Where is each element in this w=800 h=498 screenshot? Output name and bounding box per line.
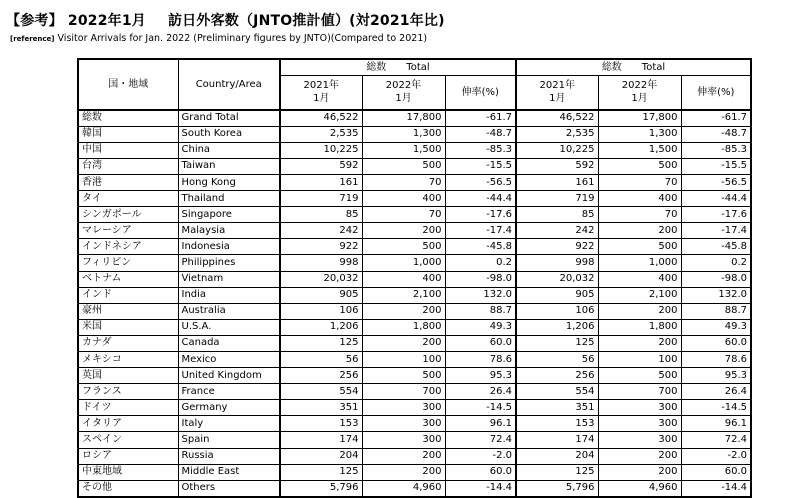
country-jp: 中東地域 xyxy=(78,464,178,480)
country-jp: タイ xyxy=(78,191,178,207)
header-group-1: 総数 Total xyxy=(280,59,516,76)
country-en: U.S.A. xyxy=(178,319,280,335)
value-2021: 10,225 xyxy=(516,142,598,158)
value-2022: 1,500 xyxy=(598,142,681,158)
table-row xyxy=(78,400,751,416)
value-2021: 998 xyxy=(280,255,362,271)
value-2021: 592 xyxy=(516,158,598,174)
growth-rate: -98.0 xyxy=(681,271,751,287)
header-2022: 2022年 1月 xyxy=(598,76,681,110)
growth-rate: -17.4 xyxy=(445,223,516,239)
header-2022: 2022年 1月 xyxy=(362,76,445,110)
value-2022: 300 xyxy=(362,416,445,432)
value-2021: 1,206 xyxy=(280,319,362,335)
country-jp: インドネシア xyxy=(78,239,178,255)
value-2022: 500 xyxy=(362,158,445,174)
value-2021: 1,206 xyxy=(516,319,598,335)
growth-rate: -14.5 xyxy=(681,400,751,416)
growth-rate: 96.1 xyxy=(445,416,516,432)
table-row xyxy=(78,110,751,127)
growth-rate: 78.6 xyxy=(681,352,751,368)
page-title xyxy=(6,10,445,30)
table-row xyxy=(78,352,751,368)
country-jp: 香港 xyxy=(78,174,178,190)
value-2021: 204 xyxy=(516,448,598,464)
country-jp: ドイツ xyxy=(78,400,178,416)
country-jp: カナダ xyxy=(78,335,178,351)
table-row xyxy=(78,223,751,239)
value-2022: 1,300 xyxy=(598,126,681,142)
value-2021: 46,522 xyxy=(280,110,362,127)
value-2021: 905 xyxy=(516,287,598,303)
table-row xyxy=(78,303,751,319)
table-row xyxy=(78,480,751,497)
growth-rate: 88.7 xyxy=(445,303,516,319)
country-jp: 米国 xyxy=(78,319,178,335)
value-2021: 161 xyxy=(280,174,362,190)
value-2022: 100 xyxy=(598,352,681,368)
value-2022: 1,800 xyxy=(598,319,681,335)
value-2022: 70 xyxy=(362,207,445,223)
value-2021: 56 xyxy=(516,352,598,368)
country-jp: ロシア xyxy=(78,448,178,464)
value-2022: 400 xyxy=(598,271,681,287)
country-jp: シンガポール xyxy=(78,207,178,223)
value-2021: 242 xyxy=(280,223,362,239)
country-jp: フランス xyxy=(78,384,178,400)
growth-rate: 49.3 xyxy=(681,319,751,335)
title-main: 訪日外客数（JNTO推計値）(対2021年比) xyxy=(167,13,445,29)
header-2021: 2021年 1月 xyxy=(516,76,598,110)
country-en: Canada xyxy=(178,335,280,351)
country-en: Russia xyxy=(178,448,280,464)
country-jp: インド xyxy=(78,287,178,303)
growth-rate: 95.3 xyxy=(681,368,751,384)
country-jp: メキシコ xyxy=(78,352,178,368)
value-2022: 200 xyxy=(362,335,445,351)
growth-rate: -45.8 xyxy=(681,239,751,255)
value-2021: 256 xyxy=(280,368,362,384)
growth-rate: 26.4 xyxy=(445,384,516,400)
country-jp: その他 xyxy=(78,480,178,497)
page-subtitle xyxy=(10,33,427,44)
growth-rate: -61.7 xyxy=(681,110,751,127)
subtitle-tag: [reference] xyxy=(10,35,55,43)
value-2021: 20,032 xyxy=(516,271,598,287)
table-row xyxy=(78,368,751,384)
country-en: Grand Total xyxy=(178,110,280,127)
country-en: Australia xyxy=(178,303,280,319)
value-2022: 4,960 xyxy=(598,480,681,497)
table-row xyxy=(78,255,751,271)
value-2022: 300 xyxy=(362,432,445,448)
table-row xyxy=(78,335,751,351)
country-jp: スペイン xyxy=(78,432,178,448)
value-2021: 2,535 xyxy=(280,126,362,142)
country-jp: マレーシア xyxy=(78,223,178,239)
country-en: Middle East xyxy=(178,464,280,480)
value-2022: 1,500 xyxy=(362,142,445,158)
growth-rate: 49.3 xyxy=(445,319,516,335)
table-row xyxy=(78,287,751,303)
country-en: Germany xyxy=(178,400,280,416)
header-country-en: Country/Area xyxy=(178,59,280,110)
growth-rate: 60.0 xyxy=(681,464,751,480)
table-body xyxy=(78,110,751,497)
value-2021: 2,535 xyxy=(516,126,598,142)
growth-rate: -61.7 xyxy=(445,110,516,127)
growth-rate: 88.7 xyxy=(681,303,751,319)
value-2022: 300 xyxy=(598,416,681,432)
value-2022: 700 xyxy=(362,384,445,400)
value-2022: 200 xyxy=(362,223,445,239)
value-2021: 10,225 xyxy=(280,142,362,158)
growth-rate: 132.0 xyxy=(681,287,751,303)
header-rate: 伸率(%) xyxy=(445,76,516,110)
growth-rate: -56.5 xyxy=(681,174,751,190)
country-en: Italy xyxy=(178,416,280,432)
growth-rate: 72.4 xyxy=(445,432,516,448)
value-2022: 200 xyxy=(362,303,445,319)
value-2022: 200 xyxy=(598,448,681,464)
growth-rate: -45.8 xyxy=(445,239,516,255)
country-jp: 総数 xyxy=(78,110,178,127)
subtitle-text: Visitor Arrivals for Jan. 2022 (Preliminary figures by JNTO)(Compared to 2021) xyxy=(57,33,428,44)
table-row xyxy=(78,432,751,448)
table-row xyxy=(78,191,751,207)
value-2022: 400 xyxy=(362,271,445,287)
value-2022: 70 xyxy=(598,207,681,223)
value-2021: 174 xyxy=(516,432,598,448)
value-2021: 85 xyxy=(516,207,598,223)
value-2022: 500 xyxy=(362,239,445,255)
country-en: France xyxy=(178,384,280,400)
growth-rate: 26.4 xyxy=(681,384,751,400)
value-2021: 998 xyxy=(516,255,598,271)
visitor-arrivals-table xyxy=(77,58,752,498)
growth-rate: -48.7 xyxy=(445,126,516,142)
table-row xyxy=(78,464,751,480)
value-2022: 200 xyxy=(598,223,681,239)
country-en: Spain xyxy=(178,432,280,448)
table-row xyxy=(78,207,751,223)
value-2022: 500 xyxy=(598,158,681,174)
growth-rate: -2.0 xyxy=(445,448,516,464)
table-row xyxy=(78,319,751,335)
value-2021: 125 xyxy=(280,335,362,351)
header-2021: 2021年 1月 xyxy=(280,76,362,110)
value-2022: 1,300 xyxy=(362,126,445,142)
growth-rate: -15.5 xyxy=(445,158,516,174)
value-2022: 4,960 xyxy=(362,480,445,497)
growth-rate: -14.4 xyxy=(445,480,516,497)
country-en: Philippines xyxy=(178,255,280,271)
value-2022: 70 xyxy=(362,174,445,190)
table-row xyxy=(78,384,751,400)
value-2022: 200 xyxy=(598,303,681,319)
value-2022: 200 xyxy=(362,464,445,480)
value-2022: 400 xyxy=(362,191,445,207)
value-2021: 106 xyxy=(516,303,598,319)
value-2021: 125 xyxy=(516,335,598,351)
value-2021: 351 xyxy=(280,400,362,416)
growth-rate: -17.4 xyxy=(681,223,751,239)
value-2021: 125 xyxy=(280,464,362,480)
country-jp: 中国 xyxy=(78,142,178,158)
country-en: Hong Kong xyxy=(178,174,280,190)
value-2022: 200 xyxy=(598,335,681,351)
country-en: Taiwan xyxy=(178,158,280,174)
growth-rate: -44.4 xyxy=(445,191,516,207)
value-2021: 242 xyxy=(516,223,598,239)
growth-rate: -56.5 xyxy=(445,174,516,190)
country-jp: 韓国 xyxy=(78,126,178,142)
growth-rate: 60.0 xyxy=(445,464,516,480)
country-en: Others xyxy=(178,480,280,497)
value-2021: 106 xyxy=(280,303,362,319)
value-2022: 200 xyxy=(598,464,681,480)
growth-rate: 132.0 xyxy=(445,287,516,303)
value-2021: 351 xyxy=(516,400,598,416)
growth-rate: 0.2 xyxy=(445,255,516,271)
growth-rate: 95.3 xyxy=(445,368,516,384)
value-2021: 554 xyxy=(516,384,598,400)
value-2022: 300 xyxy=(598,432,681,448)
country-en: China xyxy=(178,142,280,158)
growth-rate: 96.1 xyxy=(681,416,751,432)
growth-rate: -15.5 xyxy=(681,158,751,174)
header-country-jp: 国・地域 xyxy=(78,59,178,110)
value-2021: 20,032 xyxy=(280,271,362,287)
country-jp: イタリア xyxy=(78,416,178,432)
country-jp: フィリピン xyxy=(78,255,178,271)
value-2022: 2,100 xyxy=(598,287,681,303)
table-row xyxy=(78,416,751,432)
value-2021: 204 xyxy=(280,448,362,464)
country-en: South Korea xyxy=(178,126,280,142)
country-en: Mexico xyxy=(178,352,280,368)
value-2021: 922 xyxy=(280,239,362,255)
value-2021: 125 xyxy=(516,464,598,480)
value-2022: 300 xyxy=(362,400,445,416)
value-2021: 5,796 xyxy=(516,480,598,497)
value-2021: 922 xyxy=(516,239,598,255)
value-2021: 719 xyxy=(516,191,598,207)
value-2022: 1,800 xyxy=(362,319,445,335)
table-row xyxy=(78,126,751,142)
growth-rate: -17.6 xyxy=(681,207,751,223)
value-2021: 256 xyxy=(516,368,598,384)
country-en: United Kingdom xyxy=(178,368,280,384)
table-row xyxy=(78,142,751,158)
growth-rate: 60.0 xyxy=(445,335,516,351)
growth-rate: 72.4 xyxy=(681,432,751,448)
value-2022: 70 xyxy=(598,174,681,190)
growth-rate: -98.0 xyxy=(445,271,516,287)
growth-rate: -85.3 xyxy=(445,142,516,158)
value-2022: 500 xyxy=(598,368,681,384)
table-row xyxy=(78,239,751,255)
growth-rate: -48.7 xyxy=(681,126,751,142)
growth-rate: -17.6 xyxy=(445,207,516,223)
country-jp: 英国 xyxy=(78,368,178,384)
value-2022: 300 xyxy=(598,400,681,416)
header-group-2: 総数 Total xyxy=(516,59,751,76)
country-en: India xyxy=(178,287,280,303)
growth-rate: 60.0 xyxy=(681,335,751,351)
table-row xyxy=(78,174,751,190)
growth-rate: 0.2 xyxy=(681,255,751,271)
country-jp: 台湾 xyxy=(78,158,178,174)
value-2022: 17,800 xyxy=(362,110,445,127)
value-2022: 500 xyxy=(362,368,445,384)
value-2022: 400 xyxy=(598,191,681,207)
value-2022: 17,800 xyxy=(598,110,681,127)
value-2022: 1,000 xyxy=(362,255,445,271)
country-jp: ベトナム xyxy=(78,271,178,287)
growth-rate: -14.4 xyxy=(681,480,751,497)
value-2021: 46,522 xyxy=(516,110,598,127)
value-2021: 153 xyxy=(280,416,362,432)
value-2022: 700 xyxy=(598,384,681,400)
growth-rate: -85.3 xyxy=(681,142,751,158)
growth-rate: 78.6 xyxy=(445,352,516,368)
value-2021: 719 xyxy=(280,191,362,207)
growth-rate: -14.5 xyxy=(445,400,516,416)
value-2021: 174 xyxy=(280,432,362,448)
value-2022: 1,000 xyxy=(598,255,681,271)
country-jp: 豪州 xyxy=(78,303,178,319)
value-2022: 500 xyxy=(598,239,681,255)
value-2021: 5,796 xyxy=(280,480,362,497)
table-row xyxy=(78,158,751,174)
value-2021: 153 xyxy=(516,416,598,432)
country-en: Thailand xyxy=(178,191,280,207)
country-en: Malaysia xyxy=(178,223,280,239)
value-2021: 905 xyxy=(280,287,362,303)
table-row xyxy=(78,271,751,287)
value-2021: 85 xyxy=(280,207,362,223)
country-en: Indonesia xyxy=(178,239,280,255)
growth-rate: -2.0 xyxy=(681,448,751,464)
country-en: Singapore xyxy=(178,207,280,223)
value-2021: 554 xyxy=(280,384,362,400)
value-2022: 100 xyxy=(362,352,445,368)
value-2022: 2,100 xyxy=(362,287,445,303)
value-2021: 161 xyxy=(516,174,598,190)
table-row xyxy=(78,448,751,464)
title-prefix: 【参考】 2022年1月 xyxy=(6,13,146,29)
value-2021: 56 xyxy=(280,352,362,368)
value-2022: 200 xyxy=(362,448,445,464)
growth-rate: -44.4 xyxy=(681,191,751,207)
header-rate: 伸率(%) xyxy=(681,76,751,110)
value-2021: 592 xyxy=(280,158,362,174)
country-en: Vietnam xyxy=(178,271,280,287)
